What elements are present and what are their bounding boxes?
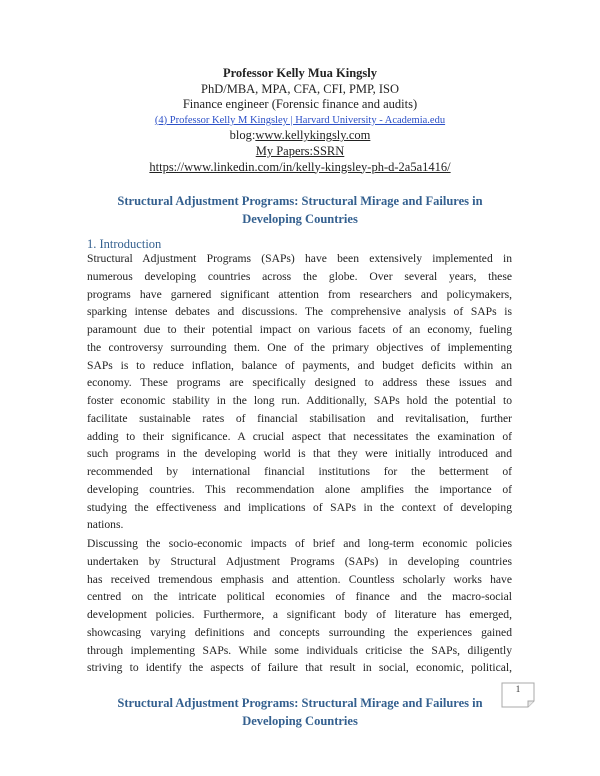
text-line: showcasing varying definitions and concepts surrounding the experiences gained (87, 625, 512, 639)
text-line: adding to their significance. A crucial aspect that necessitates the examination of (87, 429, 512, 443)
text-line: economy. These programs are specifically designed to address these issues and (87, 376, 512, 390)
text-line: facilitate sustainable rates of financial stabilisation and revitalisation, further (87, 411, 512, 425)
paper-title-line-2: Developing Countries (242, 212, 358, 226)
paragraph-2 (87, 535, 512, 677)
text-line: paramount due to their potential impact on various facets of an economy, fueling (87, 323, 512, 336)
section-heading: 1. Introduction (87, 237, 162, 251)
text-line: striving to identify the aspects of failure that result in social, economic, political, (87, 661, 512, 675)
blog-label: blog: (229, 128, 256, 143)
author-role: Finance engineer (Forensic finance and audits) (182, 97, 418, 112)
text-line: developing countries. This recommendation alone amplifies the importance of (87, 482, 512, 496)
paper-title (80, 192, 520, 228)
text-line: nations. (87, 518, 124, 532)
blog-line (0, 128, 600, 144)
academia-link[interactable]: (4) Professor Kelly M Kingsley | Harvard University - Academia.edu (154, 114, 446, 126)
text-line: the controversy surrounding them. One of the primary objectives of implementing (87, 340, 512, 354)
text-line: centred on the intricate political economies of finance and the macro-social (87, 590, 512, 604)
text-line: through implementing SAPs. While some individuals criticise the SAPs, diligently (87, 643, 512, 657)
text-line: numerous developing countries across the globe. Over several years, these (87, 269, 512, 283)
footer-title-line-1: Structural Adjustment Programs: Structural Mirage and Failures in (117, 696, 483, 710)
text-line: programs have garnered significant attention from researchers and policymakers, (87, 287, 512, 301)
text-line: Structural Adjustment Programs (SAPs) have been extensively implemented in (87, 252, 512, 265)
author-credentials: PhD/MBA, MPA, CFA, CFI, PMP, ISO (201, 81, 399, 96)
text-line: undertaken by Structural Adjustment Programs (SAPs) in developing countries (87, 554, 512, 568)
text-line: foster economic stability in the long run. Additionally, SAPs hold the potential to (87, 394, 512, 407)
page-number: 1 (515, 685, 521, 695)
footer-title-line-2: Developing Countries (242, 714, 358, 728)
blog-link[interactable]: www.kellykingsly.com (255, 128, 371, 143)
text-line: sparking intense debates and discussions. The comprehensive analysis of SAPs is (87, 305, 512, 319)
author-header (0, 66, 600, 175)
text-line: studying the effectiveness and implications of SAPs in the context of developing (87, 500, 512, 514)
papers-link[interactable]: My Papers:SSRN (255, 143, 345, 158)
linkedin-link[interactable]: https://www.linkedin.com/in/kelly-kingsley-ph-d-2a5a1416/ (149, 159, 451, 174)
text-line: development policies. Furthermore, a significant body of literature has emerged, (87, 608, 512, 621)
text-line: has received tremendous emphasis and attention. Countless scholarly works have (87, 572, 512, 586)
paper-title-line-1: Structural Adjustment Programs: Structural Mirage and Failures in (117, 194, 483, 208)
footer-title (80, 694, 520, 730)
text-line: SAPs is to reduce inflation, balance of payments, and budget deficits within an (87, 358, 512, 372)
text-line: such programs in the developing world is that they were initially introduced and (87, 447, 512, 461)
author-name: Professor Kelly Mua Kingsly (222, 66, 378, 80)
text-line: recommended by international financial institutions for the betterment of (87, 465, 512, 478)
paragraph-1 (87, 250, 512, 534)
text-line: Discussing the socio-economic impacts of brief and long-term economic policies (87, 537, 512, 550)
